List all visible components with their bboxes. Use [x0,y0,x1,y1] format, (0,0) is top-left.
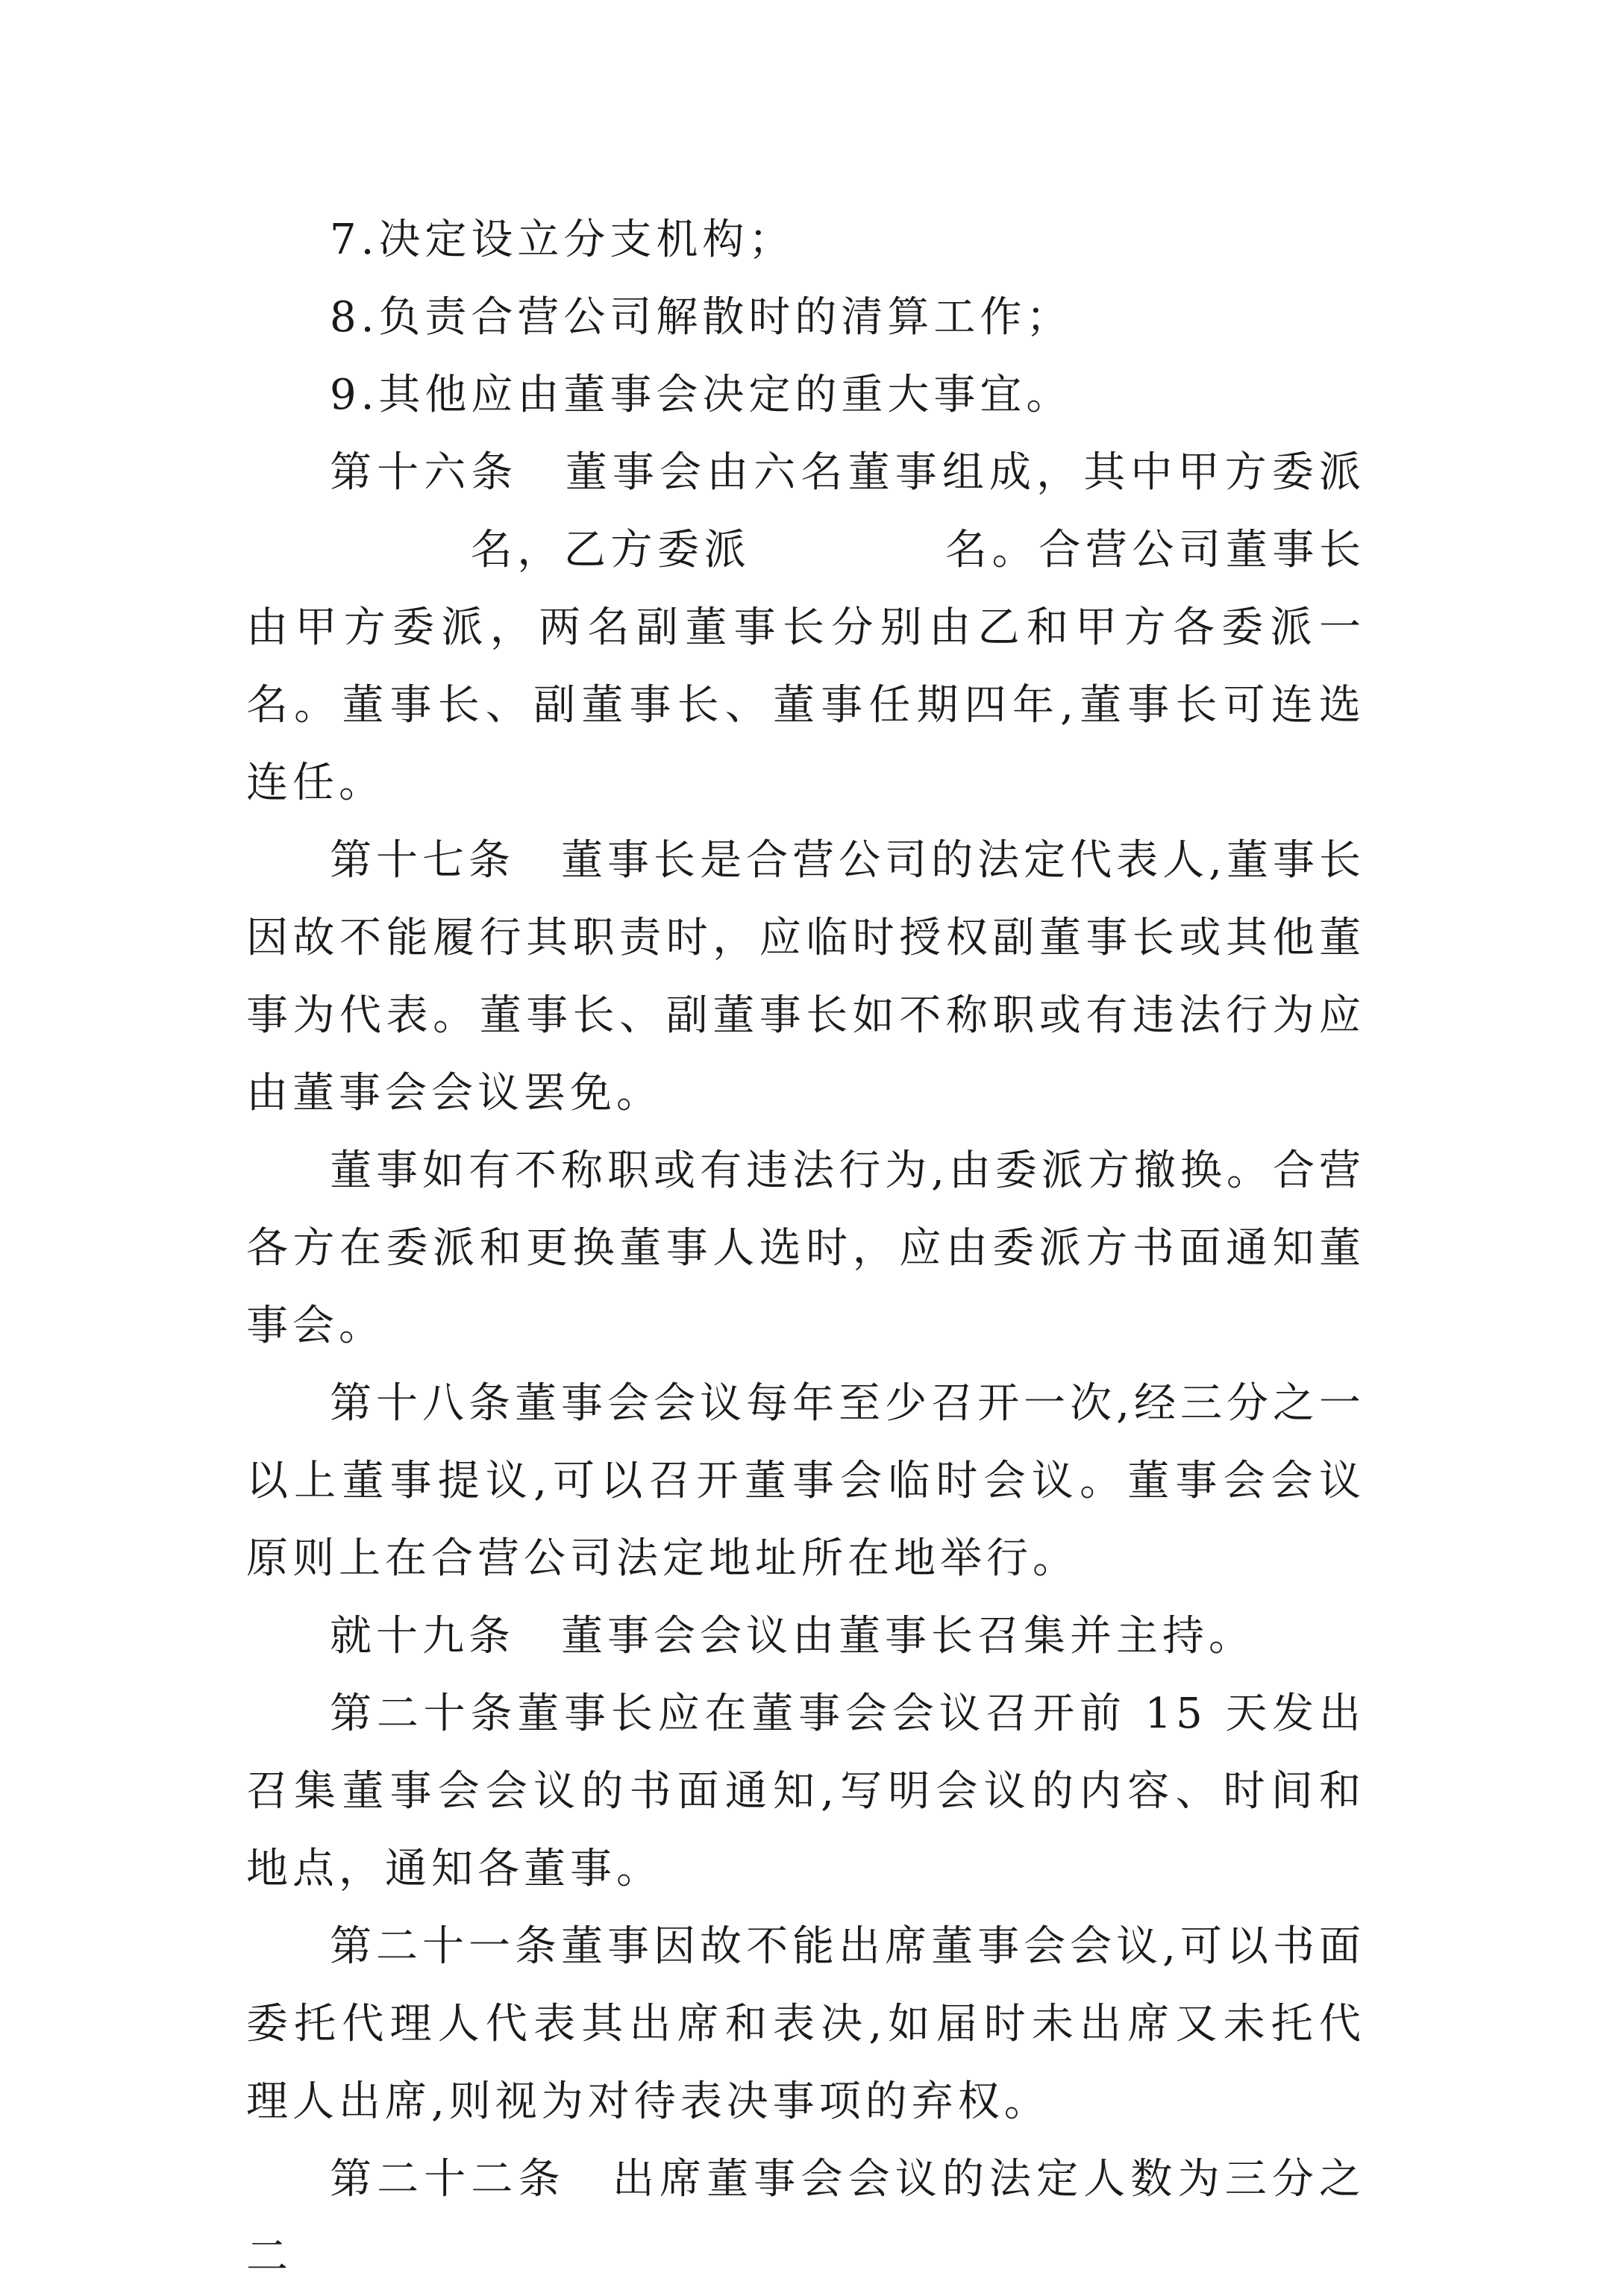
article-20: 第二十条董事长应在董事会会议召开前 15 天发出召集董事会会议的书面通知,写明会议的内容、时间和地点，通知各董事。 [246,1690,1365,1893]
article-16-lead: 第十六条 董事会由六名董事组成，其中甲方委派 [330,448,1365,497]
article-16-mid1: 名，乙方委派 [470,526,751,574]
document-body [246,201,1365,2296]
article-16-mid2: 名。合营公司董事长由甲方委派，两名副董事长分别由乙和甲方各委派一名。董事长、副董事长、董事任期四年,董事长可连选连任。 [246,526,1365,807]
item-9: 9.其他应由董事会决定的重大事宜。 [330,371,1073,419]
article-22: 第二十二条 出席董事会会议的法定人数为三分之二 [246,2155,1365,2281]
article-16 [246,434,1365,822]
article-19: 就十九条 董事会会议由董事长召集并主持。 [330,1612,1255,1660]
article-21: 第二十一条董事因故不能出席董事会会议,可以书面委托代理人代表其出席和表决,如届时未出席又未托代理人出席,则视为对待表决事项的弃权。 [246,1922,1365,2126]
article-17-supplement: 董事如有不称职或有违法行为,由委派方撤换。合营各方在委派和更换董事人选时，应由委派方书面通知董事会。 [246,1147,1365,1350]
article-18: 第十八条董事会会议每年至少召开一次,经三分之一以上董事提议,可以召开董事会临时会议。董事会会议原则上在合营公司法定地址所在地举行。 [246,1379,1365,1583]
item-7: 7.决定设立分支机构； [330,216,795,264]
item-8: 8.负责合营公司解散时的清算工作； [330,293,1073,342]
article-17: 第十七条 董事长是合营公司的法定代表人,董事长因故不能履行其职责时，应临时授权副董事长或其他董事为代表。董事长、副董事长如不称职或有违法行为应由董事会会议罢免。 [246,836,1365,1117]
